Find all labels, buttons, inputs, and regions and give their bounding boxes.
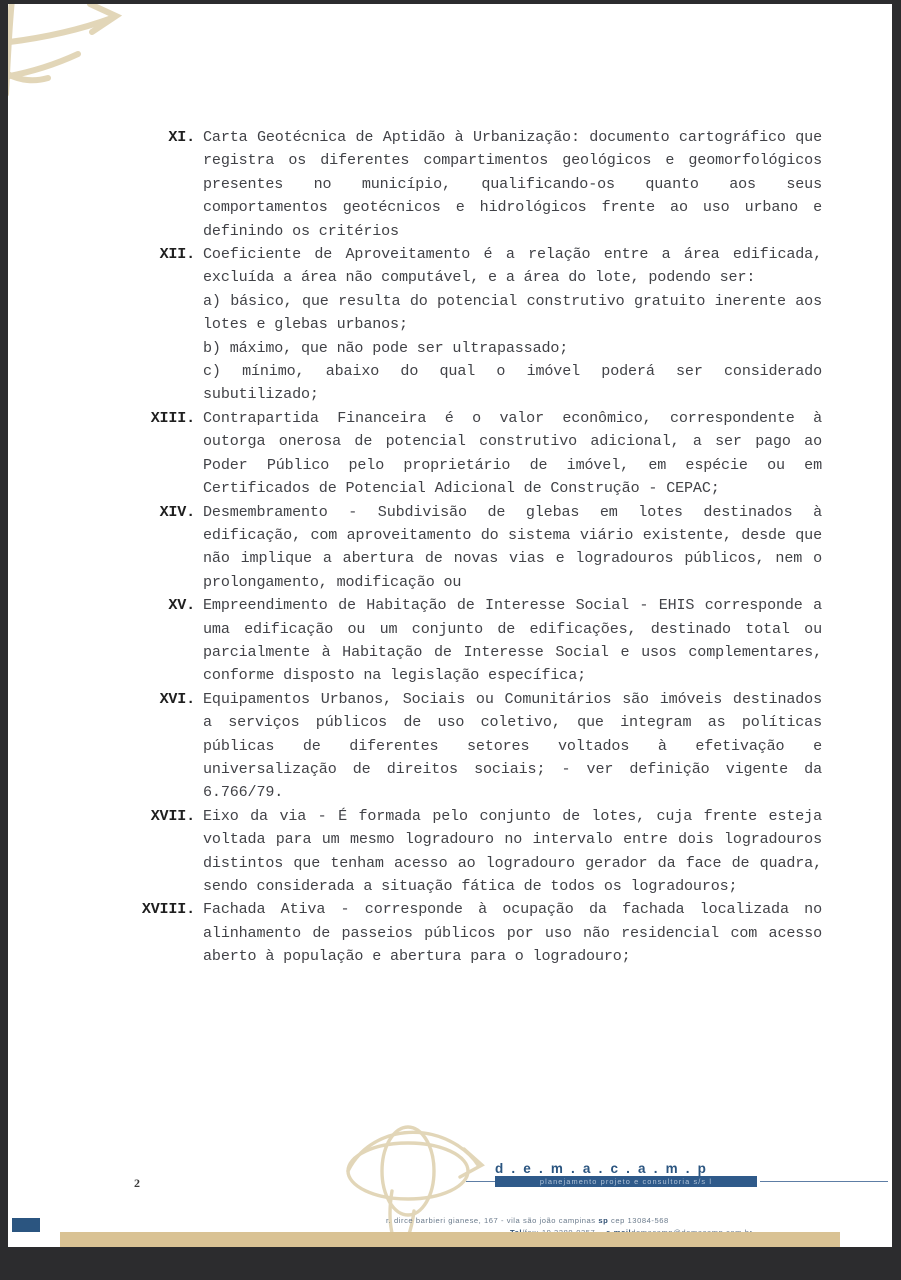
blue-corner-marker <box>12 1218 40 1232</box>
item-subitem-c: c) mínimo, abaixo do qual o imóvel poderá ser considerado subutilizado; <box>203 362 822 404</box>
tan-footer-bar <box>60 1232 840 1247</box>
footer-address-state: sp <box>598 1216 609 1225</box>
list-item-xvii <box>138 805 822 899</box>
item-numeral: XIII . <box>138 407 195 430</box>
item-numeral: XVI . <box>138 688 195 711</box>
list-item-xiii <box>138 407 822 501</box>
list-item-xiv <box>138 501 822 595</box>
item-numeral: XV . <box>138 594 195 617</box>
list-item-xv <box>138 594 822 688</box>
item-text: Eixo da via - É formada pelo conjunto de lotes, cuja frente esteja voltada para um mesmo logradouro no intervalo entre dois logradouros distintos que tenham acesso ao logradouro gerador da face de quadra, sendo considerada a situação fática de todos os logradouros; <box>203 806 822 895</box>
list-item-xviii <box>138 898 822 968</box>
item-text: Equipamentos Urbanos, Sociais ou Comunitários são imóveis destinados a serviços públicos de uso coletivo, que integram as políticas públicas de diferentes setores voltados à efetivação e universalização de direitos sociais; - ver definição vigente da 6.766/79. <box>203 689 822 802</box>
item-numeral: XIV . <box>138 501 195 524</box>
item-numeral: XVII . <box>138 805 195 828</box>
item-numeral: XI . <box>138 126 195 149</box>
logo-rule-right <box>760 1181 888 1182</box>
list-item-xii <box>138 243 822 407</box>
item-text: Contrapartida Financeira é o valor econômico, correspondente à outorga onerosa de potencial construtivo adicional, a ser pago ao Poder Público pelo proprietário de imóvel, em espécie ou em Certificados de Potencial Adicional de Construção - CEPAC; <box>203 408 822 498</box>
item-text: Carta Geotécnica de Aptidão à Urbanização: documento cartográfico que registra os diferentes compartimentos geológicos e geomorfológicos presentes no município, qualificando-os quanto aos seus comportamentos geotécnicos e hidrológicos frente ao uso urbano e definindo os critérios <box>203 128 822 240</box>
company-tagline: planejamento projeto e consultoria s/s l <box>539 1177 713 1186</box>
item-numeral: XVIII . <box>138 898 195 921</box>
company-logo-wordmark: d . e . m . a . c . a . m . p <box>495 1161 709 1176</box>
item-numeral: XII . <box>138 243 195 266</box>
company-logo-banner <box>495 1176 757 1187</box>
item-text: Fachada Ativa - corresponde à ocupação da fachada localizada no alinhamento de passeios públicos por uso não residencial com acesso aberto à população e abertura para o logradouro; <box>203 900 822 966</box>
item-subitem-a: a) básico, que resulta do potencial construtivo gratuito inerente aos lotes e glebas urbanos; <box>203 291 822 334</box>
swirl-watermark-top-left <box>8 4 152 164</box>
logo-rule-left <box>466 1181 498 1182</box>
item-text: Empreendimento de Habitação de Interesse Social - EHIS corresponde a uma edificação ou um conjunto de edificações, destinado total ou parcialmente à Habitação de Interesse Social e usos complementares, conforme disposto na legislação específica; <box>203 596 822 685</box>
footer-address <box>386 1216 669 1225</box>
item-subitem-b: b) máximo, que não pode ser ultrapassado; <box>203 338 569 357</box>
footer-address-street: r. dirce barbieri gianese, 167 - vila são joão campinas <box>386 1216 596 1225</box>
footer-address-cep: cep 13084-568 <box>610 1216 669 1225</box>
item-text: Desmembramento - Subdivisão de glebas em lotes destinados à edificação, com aproveitamento do sistema viário existente, desde que não implique a abertura de novas vias e logradouros públicos, nem o prolongamento, modificação ou <box>203 502 822 591</box>
item-text: Coeficiente de Aproveitamento é a relação entre a área edificada, excluída a área não computável, e a área do lote, podendo ser: <box>203 245 822 287</box>
definitions-list <box>138 126 822 969</box>
page-number: 2 <box>134 1176 140 1190</box>
globe-arrow-watermark-bottom <box>328 1119 518 1247</box>
document-page <box>8 4 892 1247</box>
list-item-xi <box>138 126 822 243</box>
list-item-xvi <box>138 688 822 805</box>
